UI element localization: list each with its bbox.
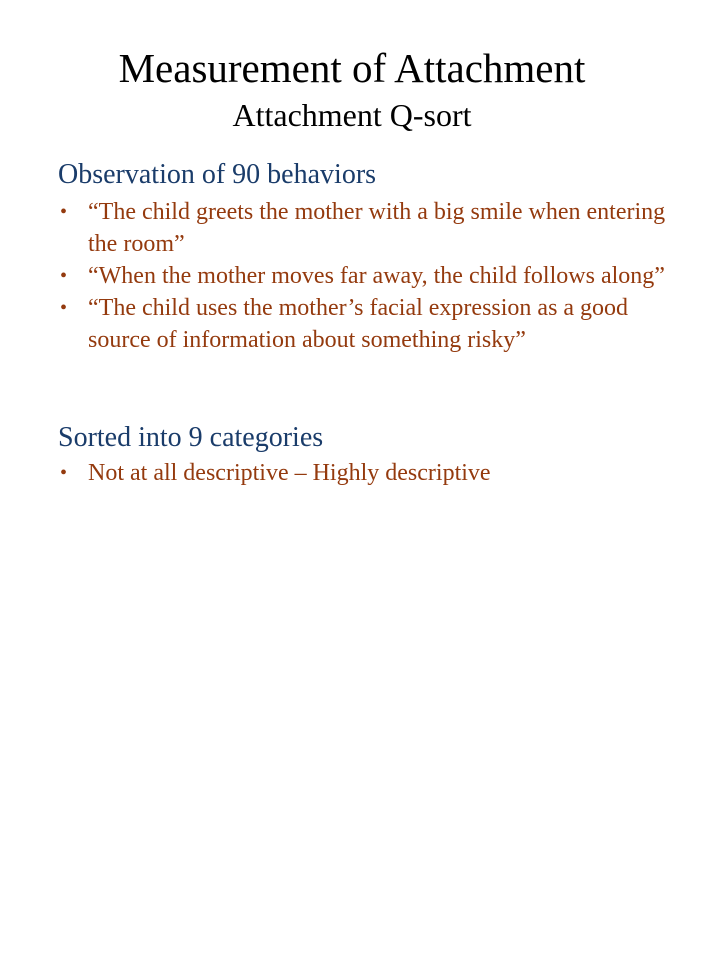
slide-subtitle: Attachment Q-sort [232, 97, 472, 133]
bullet-list-sorted [58, 457, 678, 489]
bullet-item [58, 457, 678, 489]
bullet-text: “The child uses the mother’s facial expression as a good source of information about something risky” [88, 295, 629, 353]
bullet-text: “When the mother moves far away, the child follows along” [88, 263, 665, 289]
slide-title: Measurement of Attachment [118, 45, 586, 91]
bullet-item [58, 292, 678, 356]
bullet-icon: • [60, 297, 68, 319]
section-heading-sorted: Sorted into 9 categories [58, 422, 324, 453]
bullet-list-observation [58, 196, 678, 356]
section-heading-observation: Observation of 90 behaviors [58, 159, 377, 190]
bullet-text: Not at all descriptive – Highly descriptive [88, 460, 491, 486]
bullet-icon: • [60, 201, 68, 223]
bullet-icon: • [60, 265, 68, 287]
bullet-text: “The child greets the mother with a big smile when entering the room” [88, 199, 666, 257]
bullet-item [58, 196, 678, 260]
bullet-icon: • [60, 462, 68, 484]
bullet-item [58, 260, 678, 292]
